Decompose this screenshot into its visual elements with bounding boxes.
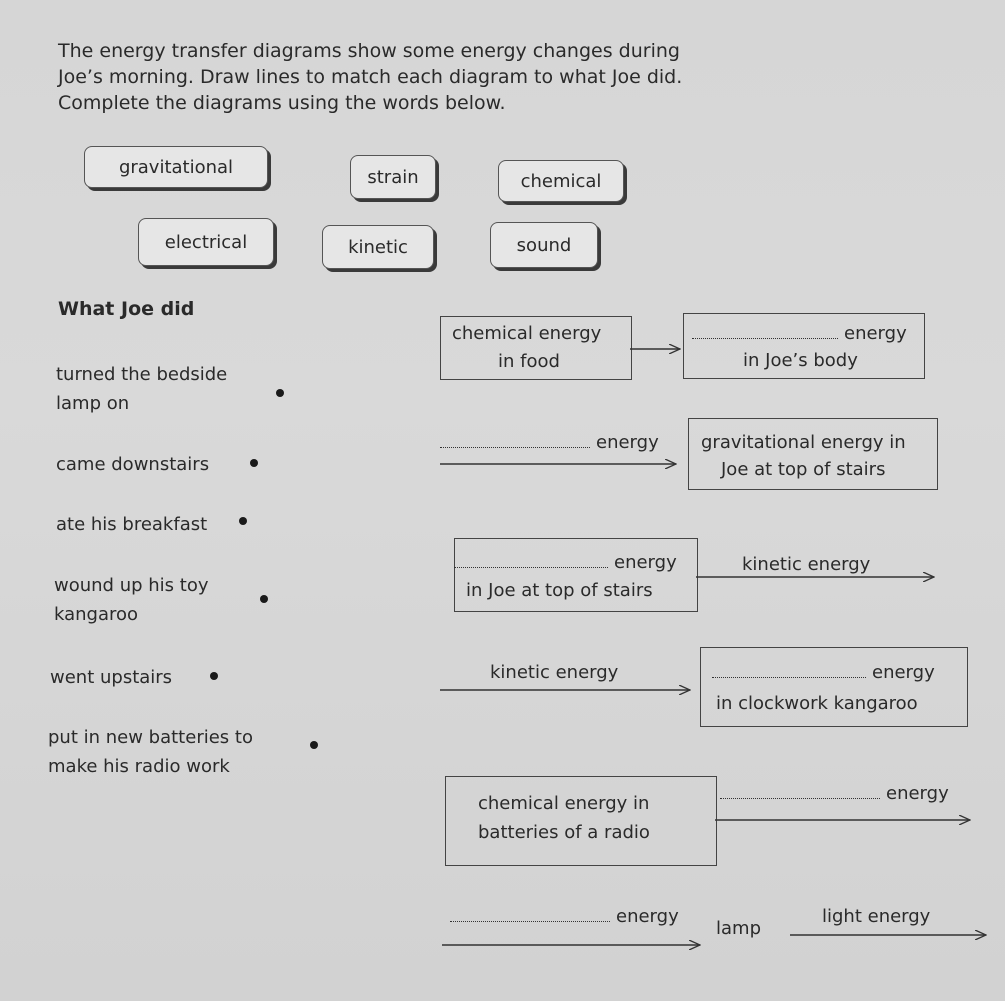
activity-toy-line-1: wound up his toy [54,575,209,596]
diagram-2-target-line-1: gravitational energy in [701,432,906,453]
word-electrical: electrical [138,218,274,266]
word-sound: sound [490,222,598,268]
activity-lamp-line-1: turned the bedside [56,364,228,385]
instruction-line-3: Complete the diagrams using the words below. [58,92,506,114]
activity-downstairs-line-1: came downstairs [56,454,210,475]
diagram-4-label: kinetic energy [490,662,619,683]
diagram-6-middle: lamp [716,918,761,939]
energy-word: energy [872,662,935,683]
energy-word: energy [886,783,949,804]
diagram-1-source-line-1: chemical energy [452,323,602,344]
diagram-5-source-line-2: batteries of a radio [478,822,650,843]
energy-word: energy [844,323,907,344]
activity-radio-line-2: make his radio work [48,756,230,777]
word-chemical: chemical [498,160,624,202]
diagram-4-target-line-2: in clockwork kangaroo [716,693,918,714]
diagram-1-source-line-2: in food [498,351,560,372]
word-kinetic: kinetic [322,225,434,269]
diagram-2-target-line-2: Joe at top of stairs [721,459,886,480]
activity-breakfast-line-1: ate his breakfast [56,514,208,535]
word-gravitational: gravitational [84,146,268,188]
activity-lamp-line-2: lamp on [56,393,130,414]
energy-word: energy [614,552,677,573]
what-joe-did-heading: What Joe did [58,298,195,320]
diagram-3-source-line-2: in Joe at top of stairs [466,580,653,601]
energy-word: energy [616,906,679,927]
activity-radio-line-1: put in new batteries to [48,727,253,748]
instruction-line-1: The energy transfer diagrams show some energy changes during [58,40,680,62]
activity-upstairs-line-1: went upstairs [50,667,173,688]
diagram-5-source-line-1: chemical energy in [478,793,650,814]
diagram-1-target-line-2: in Joe’s body [743,350,858,371]
instruction-line-2: Joe’s morning. Draw lines to match each diagram to what Joe did. [58,66,683,88]
energy-word: energy [596,432,659,453]
diagram-3-label: kinetic energy [742,554,871,575]
diagram-6-output: light energy [822,906,931,927]
word-strain: strain [350,155,436,199]
activity-toy-line-2: kangaroo [54,604,139,625]
